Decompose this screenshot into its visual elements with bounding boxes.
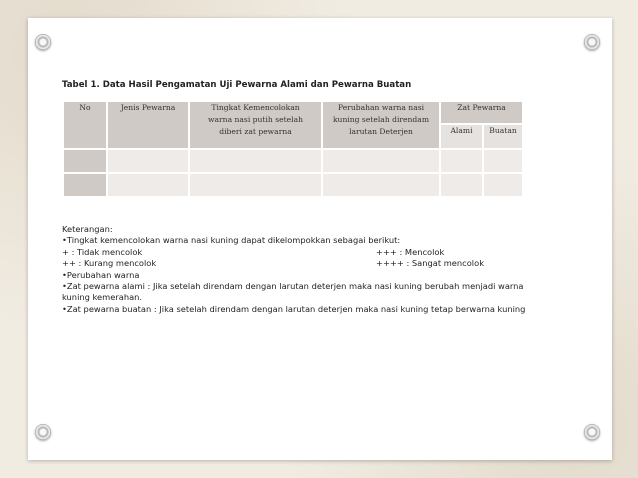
notes-item-alami: •Zat pewarna alami : Jika setelah direndam dengan larutan deterjen maka nasi kuning berubah menjadi warna kuning kemerahan. — [62, 281, 524, 303]
cell-jenis — [107, 149, 189, 173]
pin-icon — [35, 34, 51, 50]
notes-block — [62, 224, 540, 315]
header-jenis-pewarna: Jenis Pewarna — [107, 101, 189, 149]
pin-icon — [584, 34, 600, 50]
legend-row — [62, 247, 540, 258]
header-buatan: Buatan — [483, 124, 523, 149]
legend-row — [62, 258, 540, 269]
notes-item-perubahan: •Perubahan warna — [62, 269, 140, 280]
table-header-row — [63, 101, 523, 124]
cell-perubahan — [322, 173, 440, 197]
notes-heading: Keterangan: — [62, 224, 113, 234]
table-row — [63, 173, 523, 197]
legend-mencolok: +++ : Mencolok — [376, 246, 445, 257]
pin-icon — [35, 424, 51, 440]
legend-kurang-mencolok: ++ : Kurang mencolok — [62, 258, 157, 269]
cell-tingkat — [189, 173, 322, 197]
legend-tidak-mencolok: + : Tidak mencolok — [62, 246, 143, 257]
header-perubahan-warna: Perubahan warna nasi kuning setelah direndam larutan Deterjen — [322, 101, 440, 149]
table-title: Tabel 1. Data Hasil Pengamatan Uji Pewarna Alami dan Pewarna Buatan — [62, 80, 412, 90]
table-row — [63, 149, 523, 173]
cell-perubahan — [322, 149, 440, 173]
cell-buatan — [483, 149, 523, 173]
cell-alami — [440, 173, 483, 197]
cell-no — [63, 149, 107, 173]
observation-table — [62, 100, 524, 198]
pin-icon — [584, 424, 600, 440]
notes-item-kemencolokan: •Tingkat kemencolokan warna nasi kuning dapat dikelompokkan sebagai berikut: — [62, 235, 401, 246]
legend-sangat-mencolok: ++++ : Sangat mencolok — [376, 258, 484, 269]
notes-item-buatan: •Zat pewarna buatan : Jika setelah direndam dengan larutan deterjen maka nasi kuning tetap berwarna kuning — [62, 303, 526, 314]
header-alami: Alami — [440, 124, 483, 149]
cell-alami — [440, 149, 483, 173]
header-tingkat-kemencolokan: Tingkat Kemencolokan warna nasi putih setelah diberi zat pewarna — [189, 101, 322, 149]
cell-jenis — [107, 173, 189, 197]
cell-no — [63, 173, 107, 197]
header-no: No — [63, 101, 107, 149]
header-zat-pewarna: Zat Pewarna — [440, 101, 523, 124]
cell-buatan — [483, 173, 523, 197]
cell-tingkat — [189, 149, 322, 173]
